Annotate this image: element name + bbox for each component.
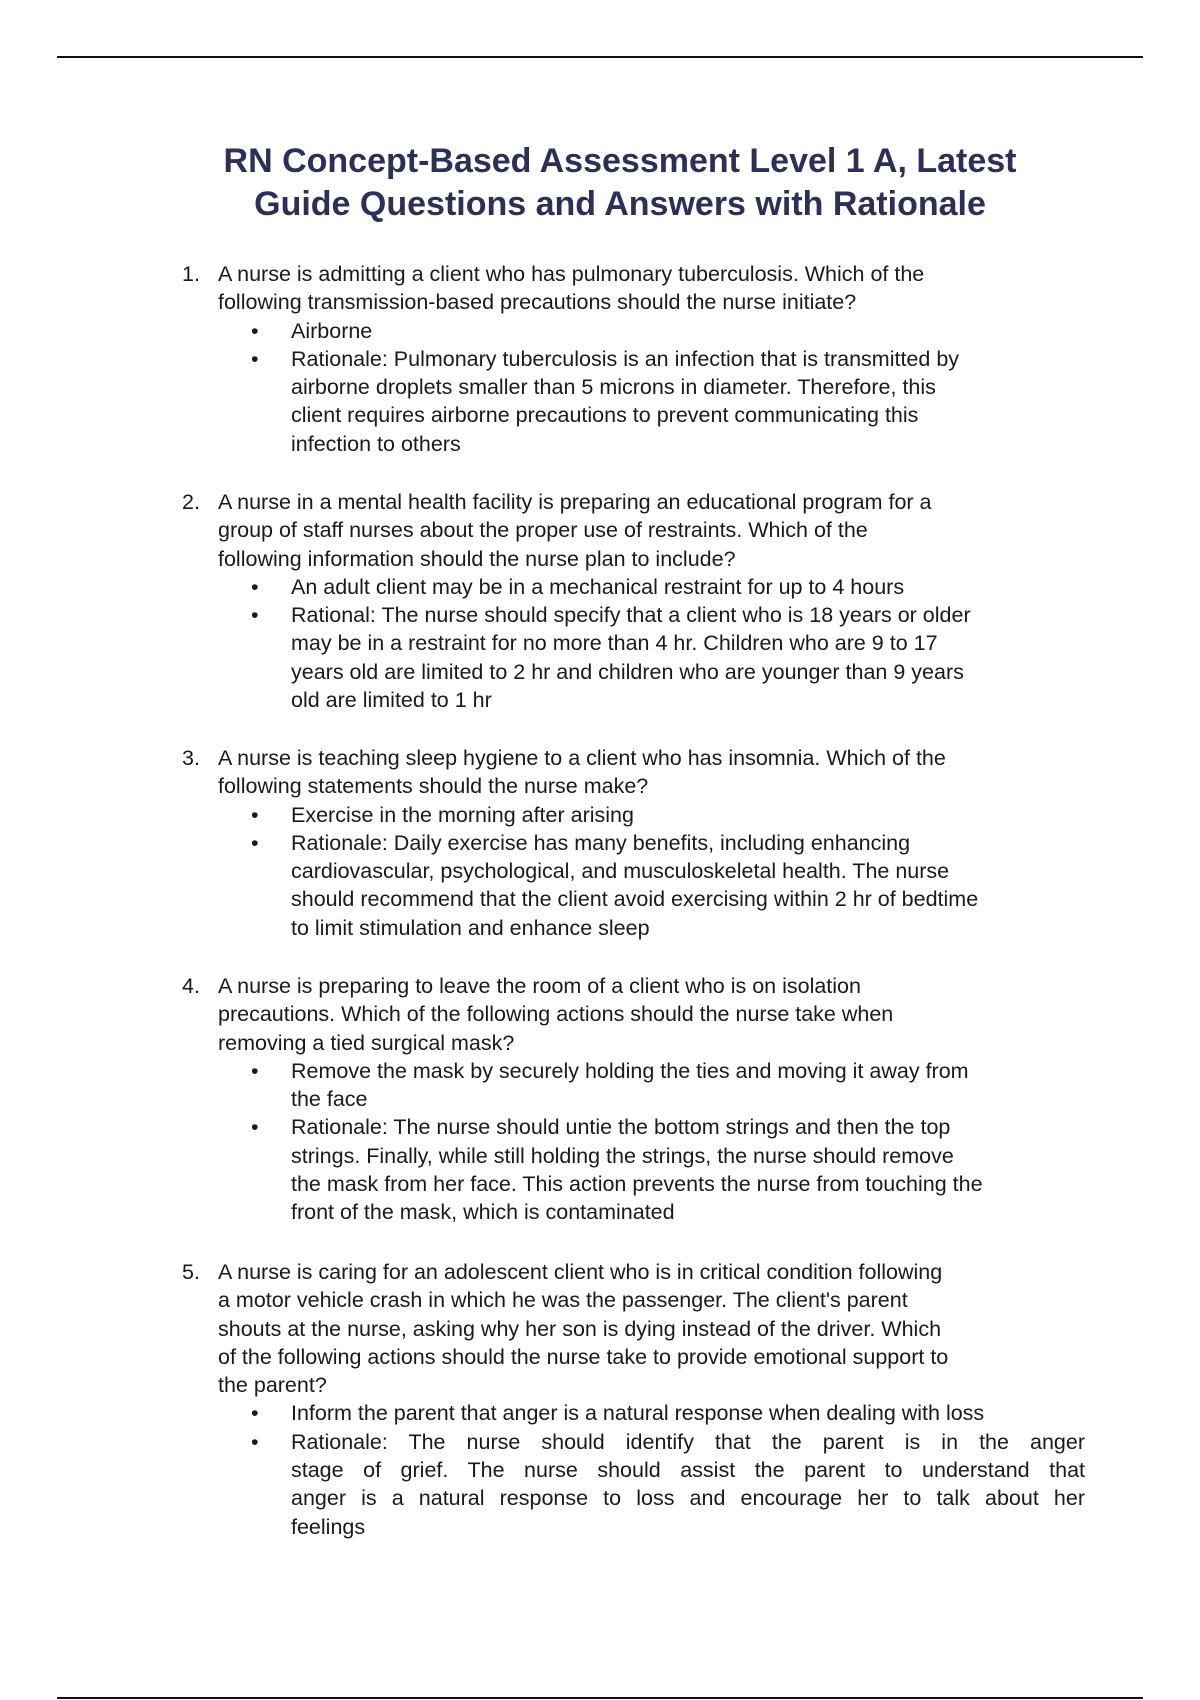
rationale-line: feelings <box>291 1514 366 1539</box>
question-line: a motor vehicle crash in which he was the passenger. The client's parent <box>218 1288 908 1313</box>
bullet-icon: • <box>251 318 259 343</box>
answer-line: Inform the parent that anger is a natural response when dealing with loss <box>291 1401 985 1426</box>
question-line: A nurse is admitting a client who has pulmonary tuberculosis. Which of the <box>218 262 925 286</box>
bullet-icon: • <box>251 830 259 855</box>
rationale-line: strings. Finally, while still holding the strings, the nurse should remove <box>291 1143 954 1168</box>
rationale-line: client requires airborne precautions to prevent communicating this <box>291 403 919 428</box>
question-line: removing a tied surgical mask? <box>218 1030 515 1055</box>
rationale-line: cardiovascular, psychological, and musculoskeletal health. The nurse <box>291 859 950 884</box>
question-item <box>182 744 1102 942</box>
bottom-rule <box>57 1697 1143 1699</box>
question-text <box>218 972 1102 1057</box>
rationale-line: may be in a restraint for no more than 4 hr. Children who are 9 to 17 <box>291 631 938 656</box>
question-line: A nurse is preparing to leave the room of a client who is on isolation <box>218 974 861 998</box>
rationale-line: old are limited to 1 hr <box>291 688 492 713</box>
bullet-icon: • <box>251 1401 259 1426</box>
question-number: 5. <box>182 1260 200 1284</box>
question-item <box>182 488 1102 714</box>
rationale-line: should recommend that the client avoid exercising within 2 hr of bedtime <box>291 887 979 912</box>
answer-bullet <box>251 317 1102 345</box>
rationale-bullet <box>251 829 1102 942</box>
answer-line: the face <box>291 1087 368 1112</box>
rationale-line: Rationale: The nurse should identify that the parent is in the anger <box>291 1429 1085 1454</box>
question-number: 1. <box>182 262 200 286</box>
question-number: 3. <box>182 746 200 770</box>
question-line: shouts at the nurse, asking why her son is dying instead of the driver. Which <box>218 1316 942 1341</box>
top-rule <box>57 56 1143 58</box>
rationale-line: the mask from her face. This action prevents the nurse from touching the <box>291 1172 983 1197</box>
bullet-icon: • <box>251 802 259 827</box>
rationale-line: years old are limited to 2 hr and children who are younger than 9 years <box>291 659 964 684</box>
rationale-bullet <box>251 1113 1102 1226</box>
question-text <box>218 488 1102 573</box>
rationale-line: to limit stimulation and enhance sleep <box>291 915 650 940</box>
bullet-icon: • <box>251 346 259 371</box>
question-line: following statements should the nurse make? <box>218 774 649 799</box>
bullet-icon: • <box>251 1429 259 1454</box>
question-text <box>218 744 1102 801</box>
rationale-line: stage of grief. The nurse should assist the parent to understand that <box>291 1458 1085 1483</box>
question-line: precautions. Which of the following actions should the nurse take when <box>218 1002 894 1027</box>
question-line: A nurse in a mental health facility is preparing an educational program for a <box>218 490 932 514</box>
rationale-bullet <box>251 601 1102 714</box>
title-line: Guide Questions and Answers with Rationale <box>254 185 986 223</box>
bullet-icon: • <box>251 603 259 628</box>
answer-line: Exercise in the morning after arising <box>291 802 634 827</box>
question-line: A nurse is caring for an adolescent client who is in critical condition following <box>218 1260 943 1284</box>
answer-bullet <box>251 1057 1102 1114</box>
rationale-line: Rational: The nurse should specify that a client who is 18 years or older <box>291 603 971 628</box>
question-text <box>218 260 1102 317</box>
rationale-line: anger is a natural response to loss and encourage her to talk about her <box>291 1486 1085 1511</box>
answer-line: Airborne <box>291 318 373 343</box>
page-title <box>0 140 1200 226</box>
rationale-line: Rationale: Pulmonary tuberculosis is an infection that is transmitted by <box>291 346 960 371</box>
question-line: A nurse is teaching sleep hygiene to a client who has insomnia. Which of the <box>218 746 946 770</box>
rationale-line: Rationale: Daily exercise has many benefits, including enhancing <box>291 830 911 855</box>
question-number: 4. <box>182 974 200 998</box>
answer-line: Remove the mask by securely holding the ties and moving it away from <box>291 1058 969 1083</box>
rationale-line: front of the mask, which is contaminated <box>291 1200 675 1225</box>
question-number: 2. <box>182 490 200 514</box>
question-line: of the following actions should the nurse take to provide emotional support to <box>218 1344 949 1369</box>
rationale-line: airborne droplets smaller than 5 microns in diameter. Therefore, this <box>291 375 936 400</box>
rationale-line: Rationale: The nurse should untie the bottom strings and then the top <box>291 1115 951 1140</box>
rationale-line: infection to others <box>291 431 461 456</box>
bullet-icon: • <box>251 1058 259 1083</box>
question-item <box>182 972 1102 1227</box>
rationale-bullet <box>251 345 1102 458</box>
question-item <box>182 1258 1102 1541</box>
question-line: the parent? <box>218 1373 327 1398</box>
question-line: group of staff nurses about the proper use of restraints. Which of the <box>218 518 868 543</box>
bullet-icon: • <box>251 574 259 599</box>
question-item <box>182 260 1102 458</box>
question-line: following information should the nurse plan to include? <box>218 546 736 571</box>
question-line: following transmission-based precautions should the nurse initiate? <box>218 290 857 315</box>
answer-bullet <box>251 1399 1102 1427</box>
title-line: RN Concept-Based Assessment Level 1 A, Latest <box>223 142 1017 180</box>
question-text <box>218 1258 1102 1399</box>
answer-bullet <box>251 801 1102 829</box>
answer-bullet <box>251 573 1102 601</box>
bullet-icon: • <box>251 1115 259 1140</box>
rationale-bullet <box>251 1428 1102 1541</box>
answer-line: An adult client may be in a mechanical restraint for up to 4 hours <box>291 574 905 599</box>
